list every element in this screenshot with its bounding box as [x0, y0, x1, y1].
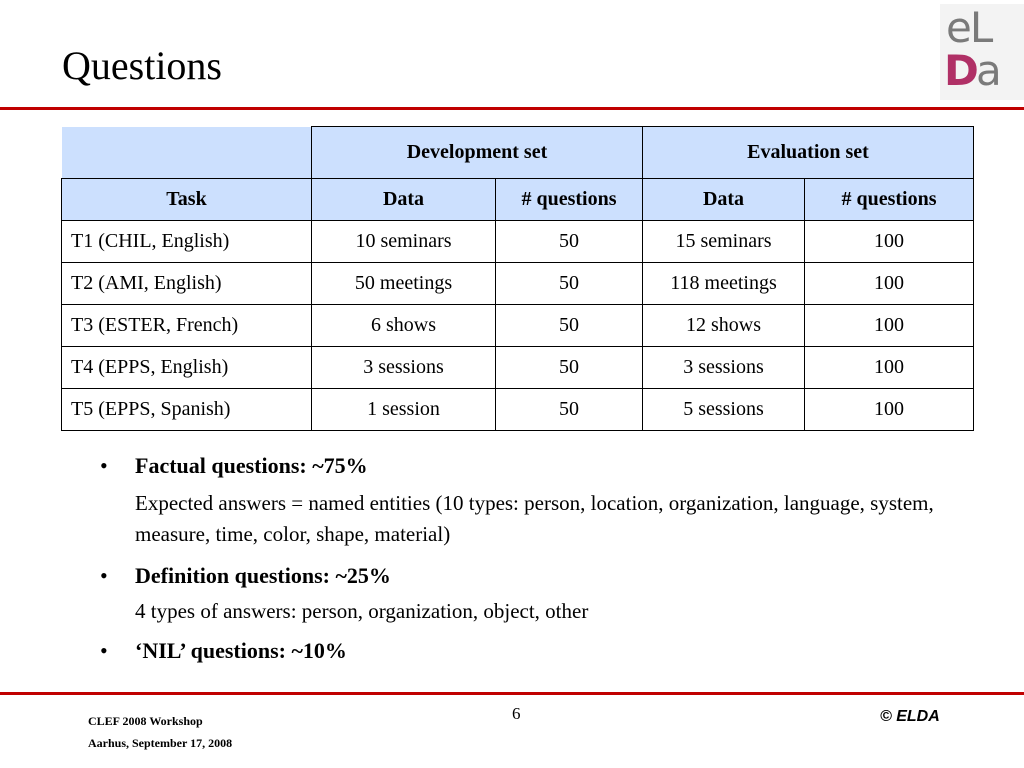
eval-questions-cell: 100 — [805, 389, 974, 431]
title-divider — [0, 107, 1024, 110]
dev-questions-cell: 50 — [496, 347, 643, 389]
column-header-eval-data: Data — [643, 179, 805, 221]
logo-d-text: D — [944, 46, 979, 95]
task-cell: T1 (CHIL, English) — [62, 221, 312, 263]
dev-data-cell: 1 session — [312, 389, 496, 431]
group-header-evaluation: Evaluation set — [643, 127, 974, 179]
eval-questions-cell: 100 — [805, 305, 974, 347]
footer-event-info — [88, 710, 232, 754]
logo-el-text: eL — [946, 3, 992, 52]
eval-data-cell: 5 sessions — [643, 389, 805, 431]
dev-questions-cell: 50 — [496, 221, 643, 263]
task-cell: T3 (ESTER, French) — [62, 305, 312, 347]
bullet-nil-text: ‘NIL’ questions: ~10% — [135, 638, 347, 663]
column-header-row — [62, 179, 974, 221]
eval-questions-cell: 100 — [805, 347, 974, 389]
table-row — [62, 221, 974, 263]
eval-questions-cell: 100 — [805, 221, 974, 263]
bullet-marker: • — [100, 638, 108, 663]
copyright-notice: © ELDA — [880, 708, 940, 725]
bullet-list — [100, 448, 980, 669]
slide-title: Questions — [62, 43, 222, 88]
bullet-definition-text: Definition questions: ~25% — [135, 563, 391, 588]
bullet-marker: • — [100, 453, 108, 478]
logo-a-text: a — [976, 46, 1002, 95]
bullet-nil — [100, 633, 980, 669]
column-header-dev-data: Data — [312, 179, 496, 221]
eval-data-cell: 3 sessions — [643, 347, 805, 389]
bullet-marker: • — [100, 563, 108, 588]
footer-workshop: CLEF 2008 Workshop — [88, 714, 203, 728]
group-header-development: Development set — [312, 127, 643, 179]
footer-place-date: Aarhus, September 17, 2008 — [88, 736, 233, 750]
footer-divider — [0, 692, 1024, 695]
empty-corner-cell — [62, 127, 312, 179]
dev-data-cell: 3 sessions — [312, 347, 496, 389]
questions-table — [61, 126, 974, 431]
column-header-task: Task — [62, 179, 312, 221]
dev-questions-cell: 50 — [496, 263, 643, 305]
dev-data-cell: 10 seminars — [312, 221, 496, 263]
bullet-definition — [100, 558, 980, 594]
bullet-factual — [100, 448, 980, 484]
column-header-eval-questions: # questions — [805, 179, 974, 221]
table-row — [62, 305, 974, 347]
bullet-factual-text: Factual questions: ~75% — [135, 453, 368, 478]
dev-questions-cell: 50 — [496, 389, 643, 431]
bullet-definition-detail: 4 types of answers: person, organization, object, other — [135, 599, 589, 623]
eval-data-cell: 15 seminars — [643, 221, 805, 263]
dev-questions-cell: 50 — [496, 305, 643, 347]
task-cell: T5 (EPPS, Spanish) — [62, 389, 312, 431]
dev-data-cell: 50 meetings — [312, 263, 496, 305]
task-cell: T2 (AMI, English) — [62, 263, 312, 305]
table-row — [62, 389, 974, 431]
eval-data-cell: 12 shows — [643, 305, 805, 347]
bullet-factual-detail: Expected answers = named entities (10 types: person, location, organization, language, system, measure, time, color, shape, material) — [135, 491, 934, 546]
group-header-row — [62, 127, 974, 179]
task-cell: T4 (EPPS, English) — [62, 347, 312, 389]
page-number: 6 — [512, 704, 521, 723]
column-header-dev-questions: # questions — [496, 179, 643, 221]
dev-data-cell: 6 shows — [312, 305, 496, 347]
eval-questions-cell: 100 — [805, 263, 974, 305]
table-row — [62, 347, 974, 389]
eval-data-cell: 118 meetings — [643, 263, 805, 305]
elda-logo — [940, 4, 1024, 100]
table-row — [62, 263, 974, 305]
